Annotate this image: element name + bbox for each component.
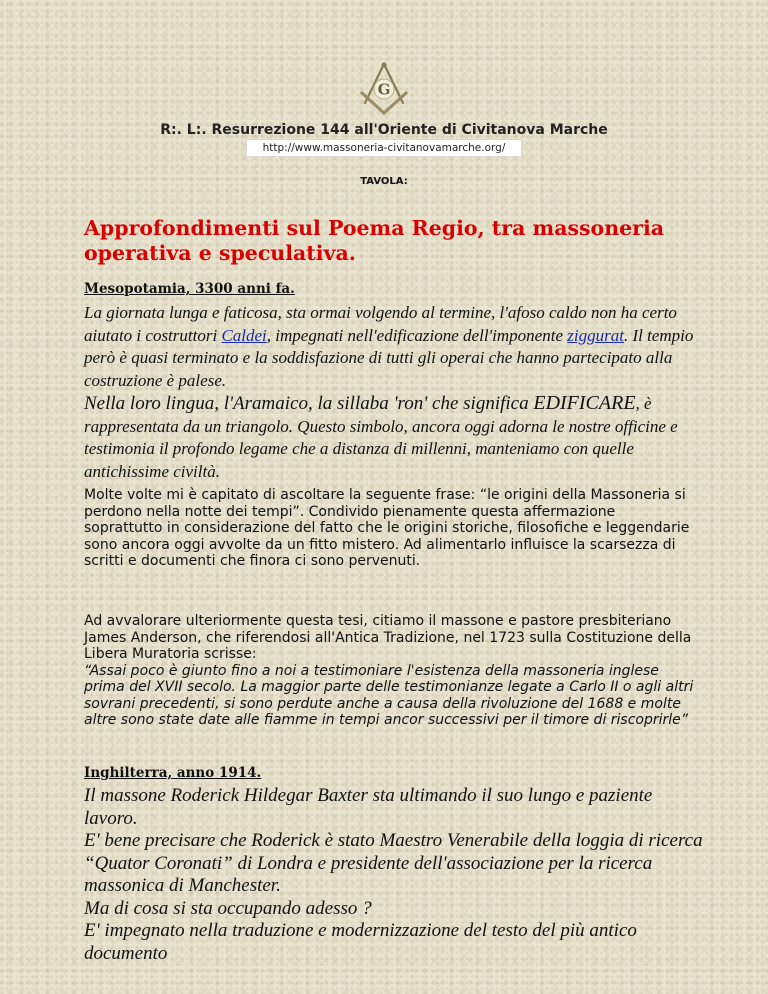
section-heading-inghilterra: Inghilterra, anno 1914. (84, 765, 262, 781)
anderson-intro: Ad avvalorare ulteriormente questa tesi, citiamo il massone e pastore presbiteriano James Anderson, che riferendosi all'Antica Tradizione, nel 1723 sulla Costituzione della Libera Muratoria scrisse: (84, 613, 692, 662)
anderson-quote: “Assai poco è giunto fino a noi a testimoniare l'esistenza della massoneria inglese prima del XVII secolo. La maggior parte delle testimonianze legate a Carlo II o agli altri sovrani precedenti, si sono perdute anche a causa della rivoluzione del 1688 e molte altre sono state date alle fiamme in tempi ancor successivi per il timore di riscoprirle” (84, 662, 694, 728)
narrative-line: Il massone Roderick Hildegar Baxter sta ultimando il suo lungo e paziente lavoro. (84, 785, 653, 829)
emphasis-word: EDIFICARE (533, 392, 636, 414)
inghilterra-narrative (84, 785, 704, 965)
narrative-text: Nella loro lingua, l'Aramaico, la sillaba 'ron' che significa (84, 393, 534, 414)
lodge-title: R:. L:. Resurrezione 144 all'Oriente di Civitanova Marche (160, 122, 608, 138)
logo-letter: G (377, 80, 391, 99)
narrative-line: Ma di cosa si sta occupando adesso ? (84, 897, 372, 919)
mesopotamia-narrative (84, 302, 704, 483)
square-and-compasses-icon (356, 61, 412, 117)
narrative-paragraph-1 (84, 302, 704, 392)
narrative-text: . Il tempio però è quasi terminato e la soddisfazione di tutti gli operai che hanno partecipato alla costruzione è palese. (84, 325, 694, 390)
lodge-url[interactable]: http://www.massoneria-civitanovamarche.org/ (246, 139, 522, 157)
narrative-text: , impegnati nell'edificazione dell'imponente (266, 325, 568, 345)
paragraph-anderson (84, 613, 696, 729)
narrative-text: , è rappresentata da un triangolo. Questo simbolo, ancora oggi adorna le nostre officine e testimonia il profondo legame che a distanza di millenni, manteniamo con quelle antichissime civiltà. (84, 394, 678, 481)
section-heading-mesopotamia: Mesopotamia, 3300 anni fa. (84, 281, 295, 297)
link-caldei[interactable]: Caldei (221, 325, 267, 345)
paragraph-origins: Molte volte mi è capitato di ascoltare la seguente frase: “le origini della Massoneria si perdono nella notte dei tempi”. Condivido pienamente questa affermazione soprattutto in considerazione del fatto che le origini storiche, filosofiche e leggendarie sono ancora oggi avvolte da un fitto mistero. Ad alimentarlo influisce la scarsezza di scritti e documenti che finora ci sono pervenuti. (84, 487, 690, 569)
narrative-line: E' impegnato nella traduzione e modernizzazione del testo del più antico documento (84, 920, 637, 964)
tavola-label: TAVOLA: (360, 176, 408, 187)
narrative-text: La giornata lunga e faticosa, sta ormai volgendo al termine, l'afoso caldo non ha certo aiutato i costruttori (84, 303, 677, 345)
narrative-line: E' bene precisare che Roderick è stato Maestro Venerabile della loggia di ricerca “Quator Coronati” di Londra e presidente dell'associazione per la ricerca massonica di Manchester. (84, 830, 703, 896)
narrative-paragraph-2 (84, 392, 704, 483)
page-title: Approfondimenti sul Poema Regio, tra massoneria operativa e speculativa. (84, 216, 665, 265)
link-ziggurat[interactable]: ziggurat (567, 325, 624, 345)
